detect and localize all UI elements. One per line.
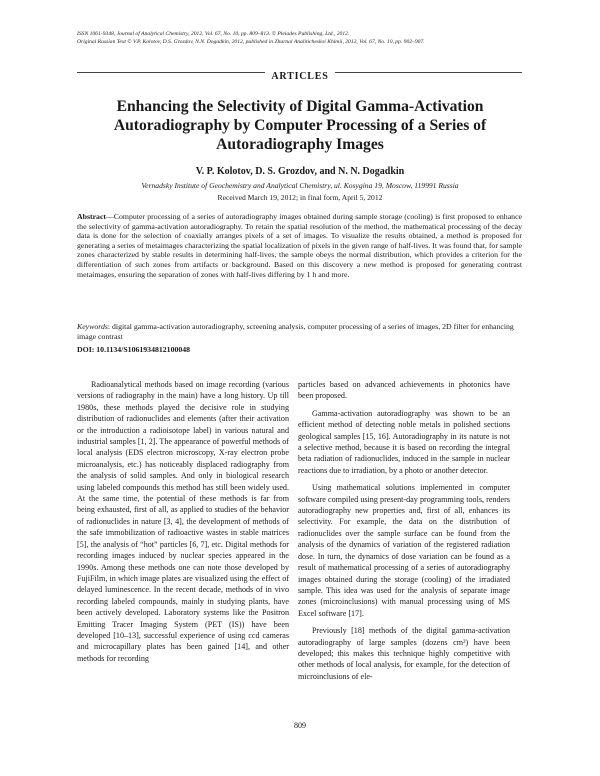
section-label: ARTICLES <box>265 71 334 82</box>
paragraph: Gamma-activation autoradiography was shown to be an efficient method of detecting noble metals in polished sections geological samples [15, 16]. Autoradiography in its nature is not a selective method, because it is based on recording the integral beta radiation of radionuclides, induced in the sample in nuclear reactions due to irradiation, by a photo or another detector. <box>298 408 510 475</box>
keywords-text: : digital gamma-activation autoradiography, screening analysis, computer processing of a series of images, 2D filter for enhancing image contrast <box>77 322 514 341</box>
paragraph: Previously [18] methods of the digital gamma-activation autoradiography of large samples (dozens cm²) have been developed; this makes this technique highly competitive with other methods of local analysis, for example, for the detection of microinclusions of ele- <box>298 626 510 681</box>
section-heading <box>0 66 600 84</box>
paragraph: particles based on advanced achievements in photonics have been proposed. <box>298 380 510 401</box>
page-number: 809 <box>294 721 306 730</box>
received-dates: Received March 19, 2012; in final form, April 5, 2012 <box>217 193 383 202</box>
affiliation: Vernadsky Institute of Geochemistry and Analytical Chemistry, ul. Kosygina 19, Moscow, 119991 Russia <box>141 181 459 190</box>
left-column <box>77 379 289 664</box>
paper-title: Enhancing the Selectivity of Digital Gamma-Activation Autoradiography by Computer Processing of a Series of Autoradiography Images <box>113 98 487 153</box>
paragraph: Using mathematical solutions implemented in computer software compiled using present-day programming tools, renders autoradiography new properties and, first of all, enhances its selectivity. For example, the data on the distribution of radionuclides over the sample surface can be found from the analysis of the dynamics of variation of the registered radiation dose. In turn, the dynamics of dose variation can be found as a result of mathematical processing of a series of autoradiography images obtained during the storage (cooling) of the irradiated sample. This idea was used for the analysis of separate image zones (microinclusions) with manual processing using of MS Excel software [17]. <box>298 483 510 618</box>
abstract <box>77 212 522 279</box>
keywords-label: Keywords <box>77 322 108 331</box>
authors: V. P. Kolotov, D. S. Grozdov, and N. N. Dogadkin <box>195 166 405 177</box>
journal-citation-line: ISSN 1061-9348, Journal of Analytical Chemistry, 2012, Vol. 67, No. 10, pp. 809–813. © Pleiades Publishing, Ltd., 2012. <box>77 31 350 37</box>
abstract-label: Abstract <box>77 212 107 221</box>
abstract-text: —Computer processing of a series of autoradiography images obtained during sample storage (cooling) is first proposed to enhance the selectivity of gamma-activation autoradiography. To retain the spatial resolution of the method, the mathematical processing of the decay data is done for the selection of coaxially arranges pixels of a set of images. To visualize the results obtained, a method is proposed for generating a series of metaimages characterizing the spatial localization of pixels in the given range of half-lives. It was found that, for sample zones characterized by stable results in determining half-lives, the sample obeys the normal distribution, which provides a criterion for the differentiation of such zones from artifacts or background. Based on this discovery a new method is proposed for generating contrast metaimages, ensuring the separation of zones with half-lives differing by 1 h and more. <box>77 212 522 279</box>
paragraph: Radioanalytical methods based on image recording (various versions of radiography in the main) have a long history. Up till 1980s, these methods played the decisive role in studying distribution of radionuclides and elements (after their activation or the introduction a radioisotope label) in various natural and industrial samples [1, 2]. The appearance of powerful methods of local analysis (EDS electron microscopy, X-ray electron probe microanalysis, etc.) has noticeably displaced radiography from the analysis of solid samples. And only in biological research using labeled compounds this method has still been widely used. At the same time, the potential of these methods is far from being exhausted, first of all, as applied to studies of the behavior of radionuclides in nature [3, 4], the development of methods of the safe immobilization of radioactive wastes in stable matrices [5], the analysis of “hot” particles [6, 7], etc. Digital methods for recording images induced by nuclear species appeared in the 1990s. Among these methods one can note those developed by FujiFilm, in which image plates are visualized using the effect of delayed luminescence. In the recent decade, methods of in vivo recording labeled compounds, mainly in studying plants, have been actively developed. Laboratory systems like the Positron Emitting Tracer Imaging System (PET (IS)) have been developed [10–13], successful experience of using ccd cameras and microcapillary plates has been gained [14], and other methods for recording <box>77 380 289 663</box>
doi: DOI: 10.1134/S1061934812100048 <box>77 345 191 354</box>
original-text-line: Original Russian Text © V.P. Kolotov, D.S. Grozdov, N.N. Dogadkin, 2012, published in Zhurnal Analiticheskoi Khimii, 2012, Vol. 67, No. 10, pp. 902–907. <box>77 39 425 45</box>
right-column <box>298 379 510 682</box>
keywords <box>77 322 522 341</box>
